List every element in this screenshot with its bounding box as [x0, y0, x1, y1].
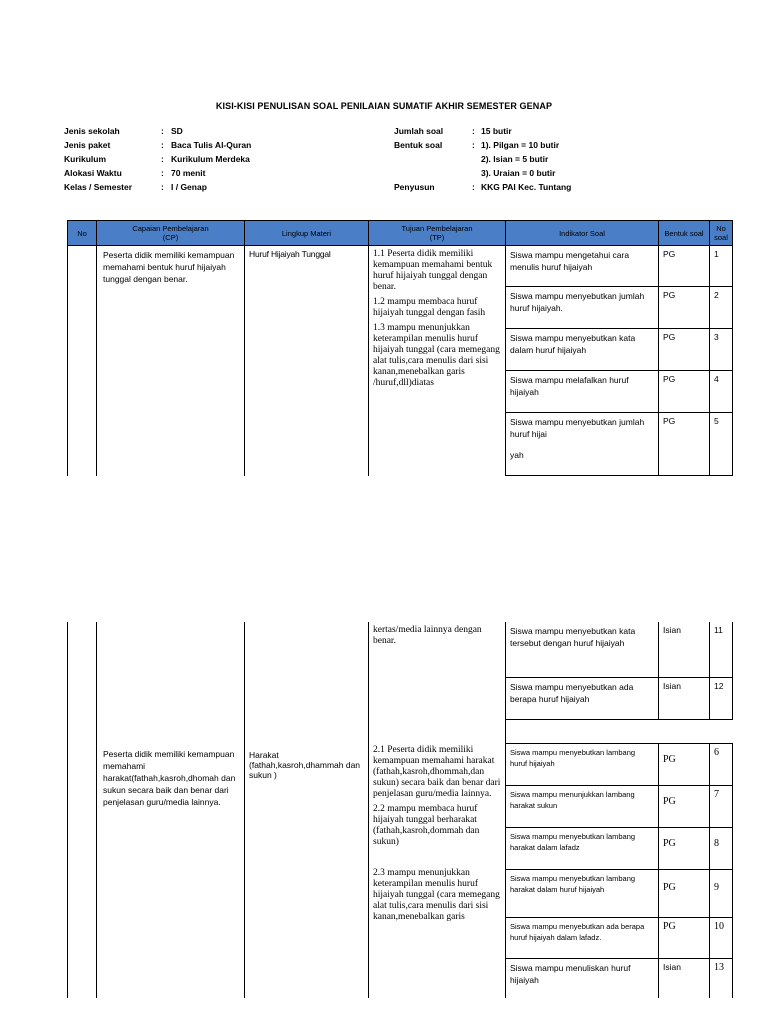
- no-soal-cell: 13: [710, 958, 733, 998]
- no-soal-cell: 1: [710, 246, 733, 287]
- bentuk-soal-cell: PG: [659, 371, 710, 413]
- info-label: Alokasi Waktu: [64, 168, 122, 178]
- indikator-cell: Siswa mampu mengetahui cara menulis huruf hijaiyah: [506, 246, 659, 287]
- header-bentuk-soal: Bentuk soal: [659, 221, 710, 246]
- no-soal-cell: 3: [710, 329, 733, 371]
- lingkup-materi-cell: Harakat (fathah,kasroh,dhammah dan sukun ): [245, 622, 369, 998]
- indikator-cell: Siswa mampu menyebutkan lambang huruf hijaiyah: [506, 743, 659, 785]
- info-value: SD: [171, 126, 183, 136]
- no-soal-cell: 12: [710, 677, 733, 719]
- table-header-row: [68, 221, 733, 246]
- info-colon: :: [161, 154, 164, 164]
- grid-table-1: [67, 220, 733, 476]
- header-no-soal: No soal: [710, 221, 733, 246]
- info-value: 70 menit: [171, 168, 206, 178]
- info-row: [394, 138, 694, 152]
- no-cell: [68, 246, 97, 476]
- indikator-cell: [506, 413, 659, 476]
- info-value: 15 butir: [481, 126, 512, 136]
- info-value: Kurikulum Merdeka: [171, 154, 250, 164]
- info-colon: :: [161, 126, 164, 136]
- info-value: 3). Uraian = 0 butir: [481, 168, 556, 178]
- info-row: [64, 138, 364, 152]
- bentuk-soal-cell: PG: [659, 743, 710, 785]
- bentuk-soal-cell: PG: [659, 246, 710, 287]
- info-row: [64, 152, 364, 166]
- info-colon: :: [161, 168, 164, 178]
- bentuk-soal-cell: Isian: [659, 677, 710, 719]
- bentuk-soal-cell: Isian: [659, 958, 710, 998]
- bentuk-soal-cell: PG: [659, 827, 710, 869]
- tp-cell: [369, 743, 506, 998]
- header-lingkup-materi: Lingkup Materi: [245, 221, 369, 246]
- indikator-cell: Siswa mampu menunjukkan lambang harakat sukun: [506, 785, 659, 827]
- no-soal-cell: 10: [710, 917, 733, 958]
- info-colon: :: [472, 126, 475, 136]
- info-colon: :: [161, 182, 164, 192]
- no-cell: [68, 622, 97, 998]
- tp-item: 2.3 mampu menunjukkan keterampilan menulis huruf hijaiyah tunggal (cara memegang alat tulis,cara menulis dari sisi kanan,menebalkan garis: [373, 868, 500, 922]
- indikator-text: Siswa mampu menyebutkan jumlah huruf hijai: [510, 417, 645, 439]
- indikator-cell: Siswa mampu menyebutkan lambang harakat dalam huruf hijaiyah: [506, 869, 659, 917]
- info-right: [394, 124, 694, 194]
- info-label: Jenis paket: [64, 140, 111, 150]
- no-soal-cell: 5: [710, 413, 733, 476]
- header-indikator-soal: Indikator Soal: [506, 221, 659, 246]
- indikator-cell: Siswa mampu melafalkan huruf hijaiyah: [506, 371, 659, 413]
- no-soal-cell: 7: [710, 785, 733, 827]
- bentuk-soal-cell: PG: [659, 917, 710, 958]
- info-value: 1). Pilgan = 10 butir: [481, 140, 560, 150]
- bentuk-soal-cell: PG: [659, 413, 710, 476]
- info-value: I / Genap: [171, 182, 207, 192]
- tp-item: 1.3 mampu menunjukkan keterampilan menulis huruf hijaiyah tunggal (cara memegang alat tulis,cara menulis dari sisi kanan,menebalkan garis /huruf,dll)diatas: [373, 323, 500, 388]
- tp-item: 2.2 mampu membaca huruf hijaiyah tunggal berharakat (fathah,kasroh,dommah dan sukun): [373, 804, 480, 847]
- spacer-cell: [506, 719, 733, 743]
- no-soal-cell: 9: [710, 869, 733, 917]
- info-label: Kelas / Semester: [64, 182, 133, 192]
- bentuk-soal-cell: Isian: [659, 622, 710, 677]
- tp-item: 2.1 Peserta didik memiliki kemampuan memahami harakat (fathah,kasroh,dhommah,dan sukun) secara baik dan benar dari penjelasan guru/media lainnya.: [373, 745, 501, 799]
- info-label: Jumlah soal: [394, 126, 444, 136]
- info-colon: :: [472, 140, 475, 150]
- no-soal-cell: 8: [710, 827, 733, 869]
- info-row: [64, 180, 364, 194]
- table-row: [68, 622, 733, 677]
- document-title: KISI-KISI PENULISAN SOAL PENILAIAN SUMATIF AKHIR SEMESTER GENAP: [215, 101, 553, 111]
- indikator-cell: Siswa mampu menyebutkan kata tersebut dengan huruf hijaiyah: [506, 622, 659, 677]
- indikator-cell: Siswa mampu menyebutkan ada berapa huruf hijaiyah: [506, 677, 659, 719]
- bentuk-soal-cell: PG: [659, 287, 710, 329]
- indikator-cell: Siswa mampu menyebutkan lambang harakat dalam lafadz: [506, 827, 659, 869]
- info-row: [394, 166, 694, 180]
- info-value: Baca Tulis Al-Quran: [171, 140, 252, 150]
- tp-cell: kertas/media lainnya dengan benar.: [369, 622, 506, 743]
- grid-table-2: [67, 622, 733, 998]
- info-row: [394, 180, 694, 194]
- lingkup-materi-cell: Huruf Hijaiyah Tunggal: [245, 246, 369, 476]
- indikator-cell: Siswa mampu menyebutkan jumlah huruf hijaiyah.: [506, 287, 659, 329]
- info-value: 2). Isian = 5 butir: [481, 154, 549, 164]
- info-row: [394, 152, 694, 166]
- header-no: No: [68, 221, 97, 246]
- header-tp: Tujuan Pembelajaran (TP): [369, 221, 506, 246]
- table-row: [68, 246, 733, 287]
- info-label: Kurikulum: [64, 154, 107, 164]
- info-label: Jenis sekolah: [64, 126, 120, 136]
- header-cp: Capaian Pembelajaran (CP): [97, 221, 245, 246]
- info-label: Bentuk soal: [394, 140, 443, 150]
- indikator-cell: Siswa mampu menyebutkan ada berapa huruf hijaiyah dalam lafadz.: [506, 917, 659, 958]
- info-colon: :: [161, 140, 164, 150]
- tp-cell: [369, 246, 506, 476]
- indikator-text-cont: yah: [510, 450, 524, 460]
- no-soal-cell: 6: [710, 743, 733, 785]
- no-soal-cell: 11: [710, 622, 733, 677]
- info-value: KKG PAI Kec. Tuntang: [481, 182, 572, 192]
- info-label: Penyusun: [394, 182, 435, 192]
- bentuk-soal-cell: PG: [659, 869, 710, 917]
- no-soal-cell: 2: [710, 287, 733, 329]
- tp-item: 1.2 mampu membaca huruf hijaiyah tunggal dengan fasih: [373, 297, 486, 318]
- cp-cell: Peserta didik memiliki kemampuan memahami harakat(fathah,kasroh,dhomah dan sukun secara baik dan benar dari penjelasan guru/media lainnya.: [97, 622, 245, 998]
- tp-item: 1.1 Peserta didik memiliki kemampuan memahami bentuk huruf hijaiyah tunggal dengan benar.: [373, 249, 493, 292]
- bentuk-soal-cell: PG: [659, 329, 710, 371]
- bentuk-soal-cell: PG: [659, 785, 710, 827]
- no-soal-cell: 4: [710, 371, 733, 413]
- cp-cell: Peserta didik memiliki kemampuan memahami bentuk huruf hijaiyah tunggal dengan benar.: [97, 246, 245, 476]
- info-left: [64, 124, 364, 194]
- info-row: [394, 124, 694, 138]
- info-row: [64, 124, 364, 138]
- info-row: [64, 166, 364, 180]
- info-colon: :: [472, 182, 475, 192]
- indikator-cell: Siswa mampu menyebutkan kata dalam huruf hijaiyah: [506, 329, 659, 371]
- indikator-cell: Siswa mampu menuliskan huruf hijaiyah: [506, 958, 659, 998]
